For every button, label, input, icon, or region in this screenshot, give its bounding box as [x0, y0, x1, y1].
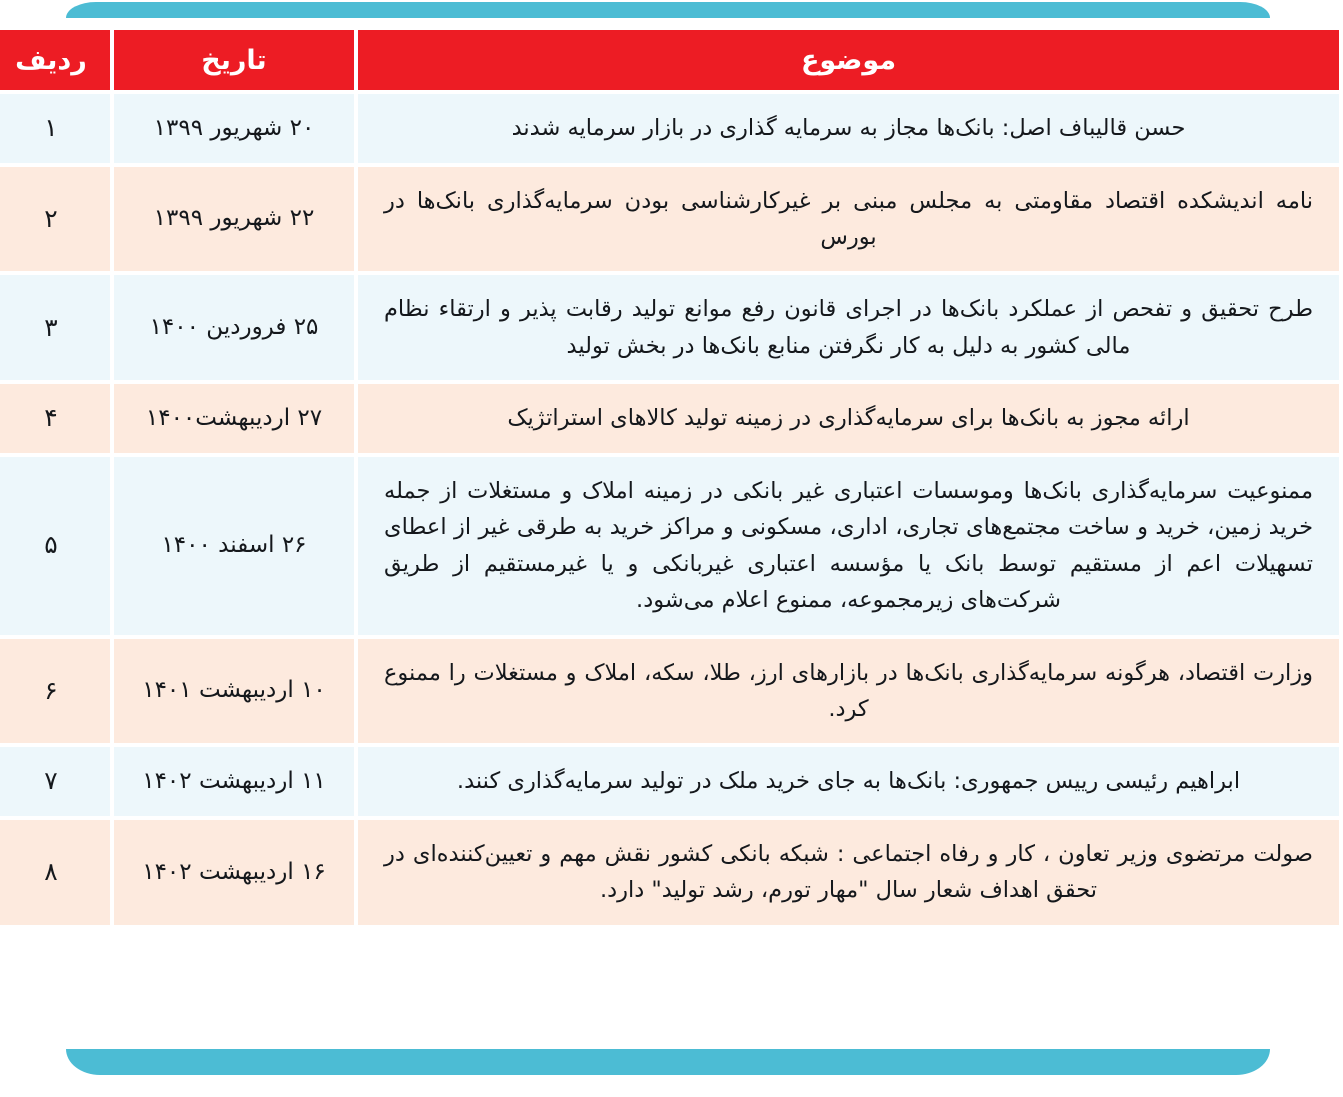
cell-date: ۱۱ اردیبهشت ۱۴۰۲	[114, 747, 354, 816]
table-row	[0, 384, 1339, 453]
cell-row-number: ۳	[0, 275, 110, 380]
cell-row-number: ۴	[0, 384, 110, 453]
cell-topic: وزارت اقتصاد، هرگونه سرمایه‌گذاری بانک‌ها در بازارهای ارز، طلا، سکه، املاک و مستغلات را ممنوع کرد.	[358, 639, 1339, 744]
table-row	[0, 457, 1339, 635]
cell-topic: طرح تحقیق و تفحص از عملکرد بانک‌ها در اجرای قانون رفع موانع تولید رقابت پذیر و ارتقاء نظام مالی کشور به دلیل به کار نگرفتن منابع بانک‌ها در بخش تولید	[358, 275, 1339, 380]
cell-date: ۲۰ شهریور ۱۳۹۹	[114, 94, 354, 163]
cell-row-number: ۱	[0, 94, 110, 163]
table-row	[0, 275, 1339, 380]
cell-date: ۲۵ فروردین ۱۴۰۰	[114, 275, 354, 380]
table-row	[0, 94, 1339, 163]
cell-row-number: ۸	[0, 820, 110, 925]
table-body	[0, 94, 1339, 925]
cell-topic: ارائه مجوز به بانک‌ها برای سرمایه‌گذاری در زمینه تولید کالاهای استراتژیک	[358, 384, 1339, 453]
cell-topic: حسن قالیباف اصل: بانک‌ها مجاز به سرمایه گذاری در بازار سرمایه شدند	[358, 94, 1339, 163]
column-header-date: تاریخ	[114, 30, 354, 90]
news-timeline-table	[0, 26, 1343, 929]
cell-date: ۲۲ شهریور ۱۳۹۹	[114, 167, 354, 272]
cell-date: ۱۶ اردیبهشت ۱۴۰۲	[114, 820, 354, 925]
table-row	[0, 639, 1339, 744]
table-header-row	[0, 30, 1339, 90]
cell-date: ۱۰ اردیبهشت ۱۴۰۱	[114, 639, 354, 744]
cell-row-number: ۷	[0, 747, 110, 816]
column-header-row: ردیف	[0, 30, 110, 90]
cell-date: ۲۷ اردیبهشت۱۴۰۰	[114, 384, 354, 453]
cell-topic: صولت مرتضوی وزیر تعاون ، کار و رفاه اجتماعی : شبکه بانکی کشور نقش مهم و تعیین‌کننده‌ای در تحقق اهداف شعار سال "مهار تورم، رشد تولید" دارد.	[358, 820, 1339, 925]
cell-topic: ممنوعیت سرمایه‌گذاری بانک‌ها وموسسات اعتباری غیر بانکی در زمینه املاک و مستغلات از جمله خرید زمین، خرید و ساخت مجتمع‌های تجاری، اداری، مسکونی و مراکز خرید به طرقی غیر از اعطای تسهیلات اعم از مستقیم توسط بانک یا مؤسسه اعتباری غیربانکی و یا غیرمستقیم از طریق شرکت‌های زیرمجموعه، ممنوع اعلام می‌شود.	[358, 457, 1339, 635]
table-row	[0, 747, 1339, 816]
table-row	[0, 820, 1339, 925]
cell-row-number: ۲	[0, 167, 110, 272]
top-decorative-bar	[66, 2, 1270, 18]
bottom-decorative-bar	[66, 1049, 1270, 1075]
cell-row-number: ۵	[0, 457, 110, 635]
cell-topic: نامه اندیشکده اقتصاد مقاومتی به مجلس مبنی بر غیرکارشناسی بودن سرمایه‌گذاری بانک‌ها در بورس	[358, 167, 1339, 272]
table-row	[0, 167, 1339, 272]
table-header	[0, 30, 1339, 90]
column-header-topic: موضوع	[358, 30, 1339, 90]
cell-topic: ابراهیم رئیسی رییس جمهوری: بانک‌ها به جای خرید ملک در تولید سرمایه‌گذاری کنند.	[358, 747, 1339, 816]
table-container	[0, 26, 1343, 929]
cell-row-number: ۶	[0, 639, 110, 744]
cell-date: ۲۶ اسفند ۱۴۰۰	[114, 457, 354, 635]
